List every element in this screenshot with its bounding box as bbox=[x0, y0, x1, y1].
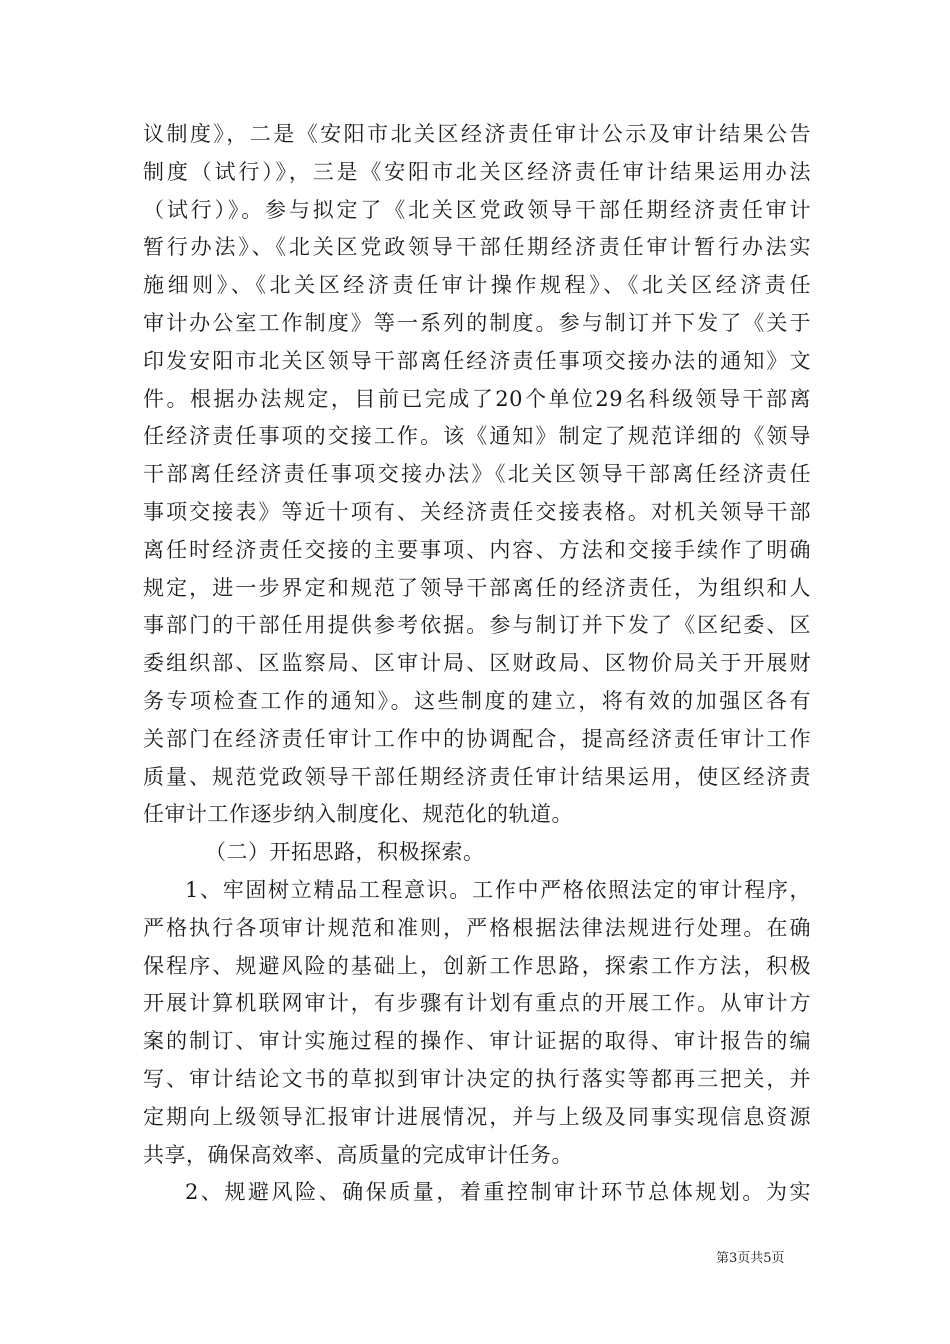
text-line: 写、审计结论文书的草拟到审计决定的执行落实等都再三把关，并 bbox=[143, 1066, 811, 1091]
text-line: 案的制订、审计实施过程的操作、审计证据的取得、审计报告的编 bbox=[143, 1029, 811, 1054]
text-line: （试行）》。参与拟定了《北关区党政领导干部任期经济责任审计 bbox=[143, 197, 811, 222]
text-line: 务专项检查工作的通知》。这些制度的建立，将有效的加强区各有 bbox=[143, 688, 811, 713]
text-line: 共享，确保高效率、高质量的完成审计任务。 bbox=[143, 1142, 573, 1167]
text-line: 干部离任经济责任事项交接办法》《北关区领导干部离任经济责任 bbox=[143, 462, 811, 487]
text-line: 事部门的干部任用提供参考依据。参与制订并下发了《区纪委、区 bbox=[143, 613, 811, 638]
text-line: 质量、规范党政领导干部任期经济责任审计结果运用，使区经济责 bbox=[143, 764, 811, 789]
text-line: 施细则》、《北关区经济责任审计操作规程》、《北关区经济责任 bbox=[143, 273, 811, 298]
text-line: 2、规避风险、确保质量，着重控制审计环节总体规划。为实 bbox=[185, 1180, 811, 1205]
text-line: 制度（试行）》，三是《安阳市北关区经济责任审计结果运用办法 bbox=[143, 159, 811, 184]
text-line: 印发安阳市北关区领导干部离任经济责任事项交接办法的通知》文 bbox=[143, 348, 811, 373]
text-line: 离任时经济责任交接的主要事项、内容、方法和交接手续作了明确 bbox=[143, 537, 811, 562]
page-number: 第3页共5页 bbox=[716, 1251, 785, 1266]
document-body bbox=[143, 116, 811, 1212]
text-line: 保程序、规避风险的基础上，创新工作思路，探索工作方法，积极 bbox=[143, 953, 811, 978]
text-line: 任审计工作逐步纳入制度化、规范化的轨道。 bbox=[143, 802, 573, 827]
text-line: 议制度》，二是《安阳市北关区经济责任审计公示及审计结果公告 bbox=[143, 122, 811, 146]
text-line: 审计办公室工作制度》等一系列的制度。参与制订并下发了《关于 bbox=[143, 310, 811, 335]
text-line: 规定，进一步界定和规范了领导干部离任的经济责任，为组织和人 bbox=[143, 575, 811, 600]
text-line: 任经济责任事项的交接工作。该《通知》制定了规范详细的《领导 bbox=[143, 424, 811, 449]
text-line: 开展计算机联网审计，有步骤有计划有重点的开展工作。从审计方 bbox=[143, 991, 811, 1016]
text-line: 1、牢固树立精品工程意识。工作中严格依照法定的审计程序， bbox=[185, 877, 811, 902]
text-line: 严格执行各项审计规范和准则，严格根据法律法规进行处理。在确 bbox=[143, 915, 811, 940]
section-heading: （二）开拓思路，积极探索。 bbox=[205, 840, 485, 865]
text-line: 事项交接表》等近十项有、关经济责任交接表格。对机关领导干部 bbox=[143, 499, 811, 524]
text-line: 件。根据办法规定，目前已完成了20个单位29名科级领导干部离 bbox=[143, 386, 811, 411]
text-line: 暂行办法》、《北关区党政领导干部任期经济责任审计暂行办法实 bbox=[143, 235, 811, 260]
text-line: 关部门在经济责任审计工作中的协调配合，提高经济责任审计工作 bbox=[143, 726, 811, 751]
text-line: 定期向上级领导汇报审计进展情况，并与上级及同事实现信息资源 bbox=[143, 1104, 811, 1129]
text-line: 委组织部、区监察局、区审计局、区财政局、区物价局关于开展财 bbox=[143, 651, 811, 676]
